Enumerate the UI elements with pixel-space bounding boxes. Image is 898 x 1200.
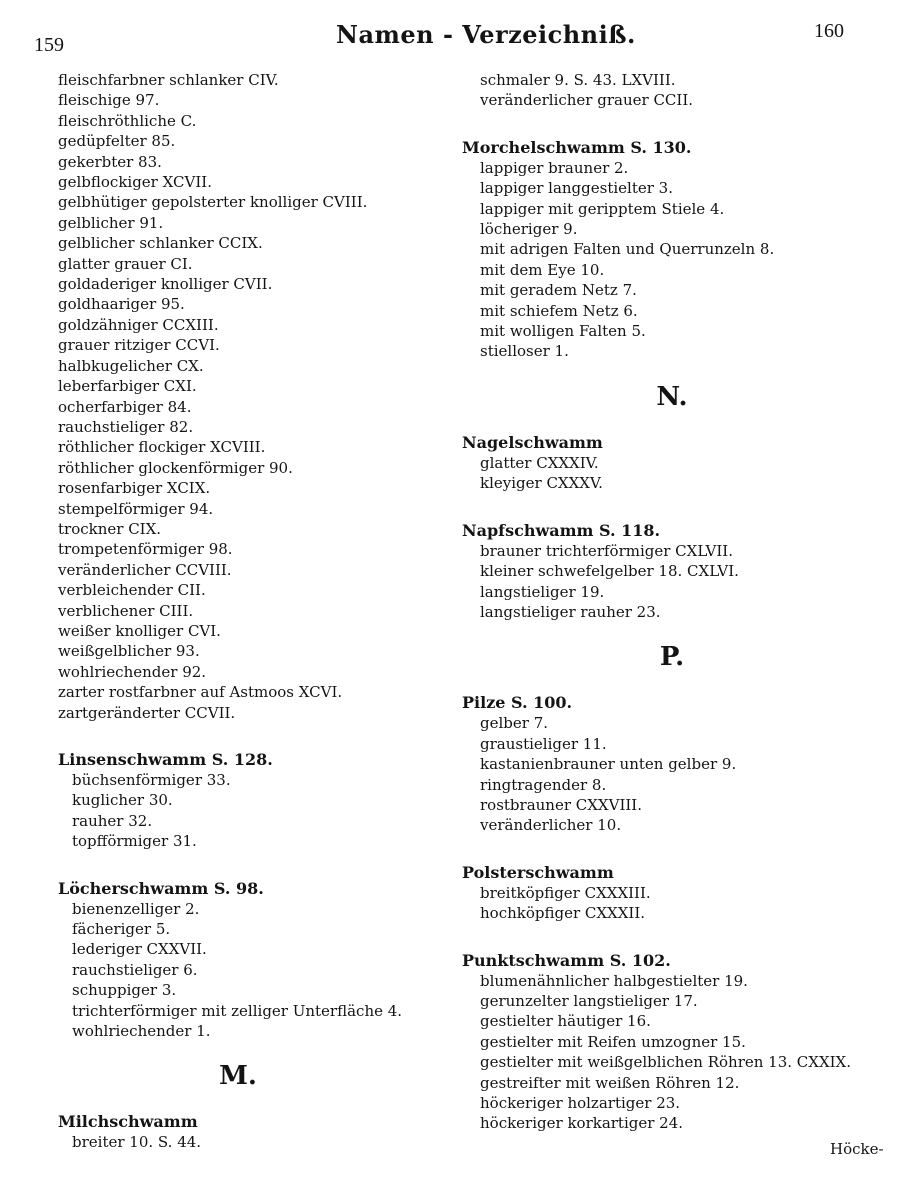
section-heading-polsterschwamm: Polsterschwamm — [462, 862, 614, 882]
list-item: blumenähnlicher halbgestielter 19. — [480, 971, 748, 990]
morchelschwamm-list — [462, 158, 882, 362]
nagelschwamm-list — [462, 453, 882, 494]
list-item: wohlriechender 1. — [72, 1022, 211, 1041]
list-item: gestielter mit weißgelblichen Röhren 13. CXXIX. — [480, 1053, 852, 1072]
list-item: fächeriger 5. — [72, 920, 171, 939]
right-column — [462, 70, 882, 1134]
list-item: goldhaariger 95. — [58, 295, 185, 314]
list-item: topfförmiger 31. — [72, 832, 197, 851]
list-item: löcheriger 9. — [480, 220, 578, 239]
page-header: Namen - Verzeichniß. — [336, 20, 636, 49]
list-item: gestielter häutiger 16. — [480, 1012, 651, 1031]
punktschwamm-list — [462, 971, 882, 1134]
left-top-list — [58, 70, 418, 723]
list-item: verblichener CIII. — [58, 601, 194, 620]
section-heading-morchelschwamm: Morchelschwamm S. 130. — [462, 137, 692, 157]
list-item: wohlriechender 92. — [58, 662, 207, 681]
list-item: gerunzelter langstieliger 17. — [480, 991, 698, 1010]
section-heading-loecherschwamm: Löcherschwamm S. 98. — [58, 878, 264, 898]
list-item: kuglicher 30. — [72, 791, 173, 810]
list-item: trompetenförmiger 98. — [58, 540, 233, 559]
list-item: halbkugelicher CX. — [58, 356, 204, 375]
list-item: fleischige 97. — [58, 91, 160, 110]
list-item: ocherfarbiger 84. — [58, 397, 192, 416]
list-item: breiter 10. S. 44. — [72, 1133, 202, 1152]
list-item: gelblicher 91. — [58, 213, 164, 232]
list-item: gelblicher schlanker CCIX. — [58, 234, 263, 253]
milchschwamm-list — [58, 1132, 418, 1152]
list-item: veränderlicher CCVIII. — [58, 560, 232, 579]
list-item: veränderlicher 10. — [480, 816, 622, 835]
letter-heading-m: M. — [219, 1061, 257, 1092]
list-item: fleischröthliche C. — [58, 111, 197, 130]
list-item: graustieliger 11. — [480, 734, 607, 753]
list-item: lappiger mit geripptem Stiele 4. — [480, 199, 725, 218]
list-item: gekerbter 83. — [58, 152, 162, 171]
list-item: veränderlicher grauer CCII. — [480, 91, 694, 110]
section-heading-milchschwamm: Milchschwamm — [58, 1112, 198, 1132]
list-item: gelber 7. — [480, 714, 549, 733]
list-item: stempelförmiger 94. — [58, 499, 214, 518]
list-item: röthlicher glockenförmiger 90. — [58, 458, 293, 477]
list-item: rosenfarbiger XCIX. — [58, 479, 211, 498]
list-item: bienenzelliger 2. — [72, 899, 200, 918]
list-item: glatter CXXXIV. — [480, 453, 599, 472]
list-item: röthlicher flockiger XCVIII. — [58, 438, 266, 457]
list-item: mit geradem Netz 7. — [480, 281, 637, 300]
list-item: langstieliger rauher 23. — [480, 602, 661, 621]
list-item: goldzähniger CCXIII. — [58, 315, 219, 334]
left-column — [58, 70, 418, 1153]
list-item: schmaler 9. S. 43. LXVIII. — [480, 71, 676, 89]
list-item: glatter grauer CI. — [58, 254, 193, 273]
list-item: ringtragender 8. — [480, 775, 607, 794]
catchword: Höcke- — [830, 1140, 884, 1158]
right-page-number: 160 — [814, 20, 844, 42]
list-item: stielloser 1. — [480, 342, 569, 361]
list-item: grauer ritziger CCVI. — [58, 336, 220, 355]
section-heading-nagelschwamm: Nagelschwamm — [462, 432, 603, 452]
list-item: breitköpfiger CXXXIII. — [480, 883, 651, 902]
list-item: kastanienbrauner unten gelber 9. — [480, 755, 737, 774]
list-item: leberfarbiger CXI. — [58, 377, 197, 396]
list-item: gedüpfelter 85. — [58, 132, 176, 151]
list-item: hochköpfiger CXXXII. — [480, 904, 646, 923]
list-item: rauher 32. — [72, 811, 153, 830]
list-item: goldaderiger knolliger CVII. — [58, 275, 273, 294]
list-item: höckeriger holzartiger 23. — [480, 1094, 681, 1112]
list-item: kleyiger CXXXV. — [480, 474, 603, 493]
section-heading-punktschwamm: Punktschwamm S. 102. — [462, 950, 671, 970]
list-item: rauchstieliger 6. — [72, 960, 198, 979]
list-item: gestielter mit Reifen umzogner 15. — [480, 1032, 746, 1051]
list-item: langstieliger 19. — [480, 582, 605, 601]
list-item: kleiner schwefelgelber 18. CXLVI. — [480, 562, 739, 581]
list-item: lederiger CXXVII. — [72, 940, 207, 959]
list-item: lappiger brauner 2. — [480, 158, 629, 177]
right-top-list — [462, 70, 882, 111]
list-item: mit adrigen Falten und Querrunzeln 8. — [480, 240, 775, 259]
linsenschwamm-list — [58, 770, 418, 852]
list-item: weißgelblicher 93. — [58, 642, 200, 661]
list-item: mit dem Eye 10. — [480, 260, 605, 279]
list-item: trichterförmiger mit zelliger Unterfläche 4. — [72, 1001, 403, 1020]
list-item: zarter rostfarbner auf Astmoos XCVI. — [58, 683, 343, 702]
napfschwamm-list — [462, 541, 882, 623]
list-item: verbleichender CII. — [58, 581, 206, 600]
list-item: lappiger langgestielter 3. — [480, 179, 673, 198]
list-item: schuppiger 3. — [72, 981, 177, 1000]
list-item: rostbrauner CXXVIII. — [480, 795, 642, 814]
list-item: gestreifter mit weißen Röhren 12. — [480, 1073, 740, 1092]
list-item: höckeriger korkartiger 24. — [480, 1114, 684, 1133]
list-item: trockner CIX. — [58, 519, 162, 538]
letter-heading-p: P. — [659, 642, 685, 673]
list-item: zartgeränderter CCVII. — [58, 703, 236, 722]
letter-heading-n: N. — [656, 381, 688, 412]
list-item: büchsenförmiger 33. — [72, 771, 231, 789]
pilze-list — [462, 713, 882, 835]
section-heading-pilze: Pilze S. 100. — [462, 693, 573, 713]
list-item: weißer knolliger CVI. — [58, 621, 221, 640]
list-item: gelbflockiger XCVII. — [58, 173, 212, 192]
list-item: mit schiefem Netz 6. — [480, 301, 638, 320]
list-item: gelbhütiger gepolsterter knolliger CVIII. — [58, 193, 368, 212]
section-heading-napfschwamm: Napfschwamm S. 118. — [462, 520, 661, 540]
list-item: brauner trichterförmiger CXLVII. — [480, 541, 733, 560]
polsterschwamm-list — [462, 883, 882, 924]
section-heading-linsenschwamm: Linsenschwamm S. 128. — [58, 750, 273, 769]
left-page-number: 159 — [34, 34, 64, 56]
list-item: rauchstieliger 82. — [58, 417, 194, 436]
loecherschwamm-list — [58, 899, 418, 1042]
list-item: mit wolligen Falten 5. — [480, 322, 646, 341]
list-item: fleischfarbner schlanker CIV. — [58, 71, 279, 89]
